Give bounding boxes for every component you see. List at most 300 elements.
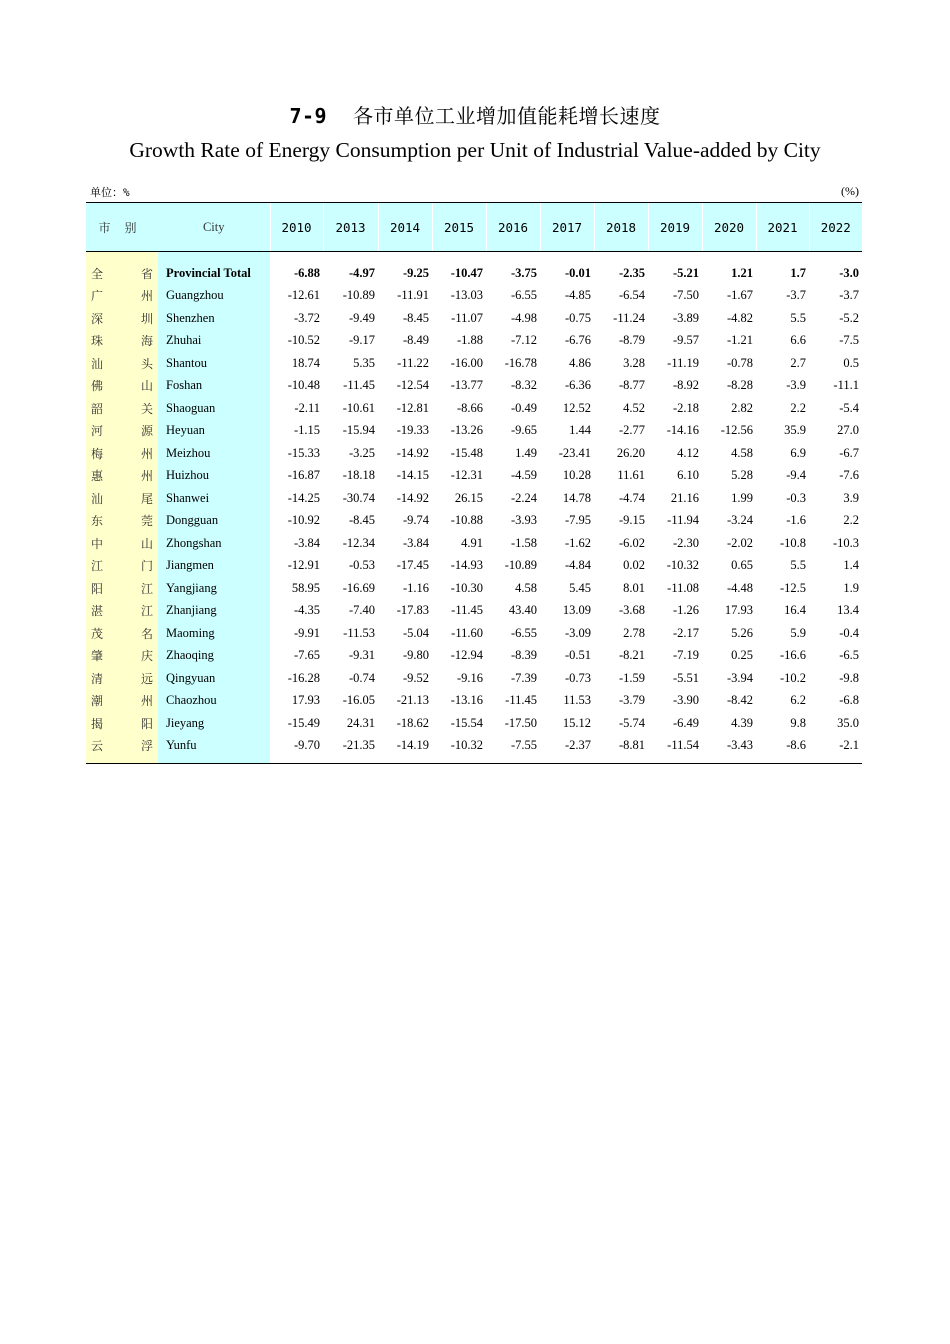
table-row [86, 735, 862, 758]
city-cn-char-1: 深 [91, 311, 104, 326]
value-cell: -10.3 [832, 535, 859, 550]
value-cell: -13.26 [450, 423, 483, 438]
city-cn-char-2: 远 [140, 671, 153, 686]
value-cell: 16.4 [784, 603, 806, 618]
value-cell: -7.5 [839, 333, 859, 348]
value-cell: -13.16 [450, 693, 483, 708]
value-cell: 8.01 [623, 580, 645, 595]
table-header-row [86, 203, 862, 252]
value-cell: -12.91 [287, 558, 320, 573]
city-cn-char-1: 韶 [91, 401, 104, 416]
value-cell: -17.83 [396, 603, 429, 618]
value-cell: 35.9 [784, 423, 806, 438]
value-cell: -11.08 [667, 580, 699, 595]
value-cell: 13.09 [562, 603, 591, 618]
city-name-cn [86, 487, 158, 510]
value-cell: -11.54 [667, 738, 699, 753]
value-cell: -3.75 [510, 265, 537, 280]
value-cell: -4.74 [618, 490, 645, 505]
value-cell: 5.35 [353, 355, 375, 370]
value-cell: 4.58 [731, 445, 753, 460]
value-cell: -11.45 [505, 693, 537, 708]
value-cell: -3.43 [726, 738, 753, 753]
table-bottom-rule [86, 757, 862, 764]
value-cell: -8.79 [618, 333, 645, 348]
table-row [86, 600, 862, 623]
value-cell: -7.12 [510, 333, 537, 348]
value-cell: -10.88 [450, 513, 483, 528]
city-name-cn [86, 555, 158, 578]
city-cn-char-1: 珠 [91, 334, 104, 349]
value-cell: 2.2 [843, 513, 859, 528]
value-cell: -7.65 [293, 648, 320, 663]
value-cell: -6.49 [672, 715, 699, 730]
value-cell: -6.54 [618, 288, 645, 303]
value-cell: -11.60 [451, 625, 483, 640]
value-cell: 43.40 [508, 603, 537, 618]
value-cell: -10.47 [450, 265, 483, 280]
value-cell: -6.8 [839, 693, 859, 708]
city-name-cn [86, 375, 158, 398]
value-cell: -11.07 [451, 310, 483, 325]
value-cell: 4.86 [569, 355, 591, 370]
city-name-en: Zhongshan [158, 532, 270, 555]
city-cn-char-2: 州 [140, 289, 153, 304]
value-cell: -13.77 [450, 378, 483, 393]
value-cell: -9.65 [510, 423, 537, 438]
value-cell: -16.00 [450, 355, 483, 370]
value-cell: -3.79 [618, 693, 645, 708]
city-name-cn [86, 285, 158, 308]
value-cell: 2.2 [790, 400, 806, 415]
value-cell: -6.55 [510, 288, 537, 303]
value-cell: -3.93 [510, 513, 537, 528]
table-row [86, 465, 862, 488]
city-name-cn [86, 420, 158, 443]
value-cell: -9.16 [456, 670, 483, 685]
value-cell: 17.93 [291, 693, 320, 708]
table-row [86, 420, 862, 443]
value-cell: -3.84 [293, 535, 320, 550]
value-cell: 14.78 [562, 490, 591, 505]
value-cell: -1.59 [618, 670, 645, 685]
city-cn-char-1: 湛 [91, 604, 104, 619]
value-cell: -3.94 [726, 670, 753, 685]
table-body [86, 252, 862, 764]
value-cell: -8.81 [618, 738, 645, 753]
spacer-row [86, 252, 862, 263]
value-cell: -4.84 [564, 558, 591, 573]
city-name-en: Provincial Total [158, 262, 270, 285]
value-cell: -17.50 [504, 715, 537, 730]
city-name-en: Zhuhai [158, 330, 270, 353]
value-cell: 1.9 [843, 580, 859, 595]
value-cell: -6.55 [510, 625, 537, 640]
city-cn-char-2: 浮 [140, 739, 153, 754]
city-cn-char-1: 梅 [91, 446, 104, 461]
header-year: 2015 [432, 203, 486, 252]
value-cell: -5.2 [839, 310, 859, 325]
value-cell: -2.11 [294, 400, 320, 415]
value-cell: 3.28 [623, 355, 645, 370]
value-cell: -15.49 [287, 715, 320, 730]
header-year: 2021 [756, 203, 809, 252]
value-cell: 5.5 [790, 310, 806, 325]
value-cell: -1.6 [786, 513, 806, 528]
value-cell: -9.15 [618, 513, 645, 528]
value-cell: -2.37 [564, 738, 591, 753]
value-cell: -3.24 [726, 513, 753, 528]
value-cell: -6.36 [564, 378, 591, 393]
value-cell: 2.82 [731, 400, 753, 415]
city-name-en: Chaozhou [158, 690, 270, 713]
value-cell: -7.40 [348, 603, 375, 618]
value-cell: 35.0 [837, 715, 859, 730]
value-cell: -14.19 [396, 738, 429, 753]
value-cell: 6.6 [790, 333, 806, 348]
value-cell: -10.32 [666, 558, 699, 573]
city-cn-char-1: 全 [91, 266, 104, 281]
city-cn-char-1: 阳 [91, 581, 104, 596]
value-cell: -8.77 [618, 378, 645, 393]
value-cell: -4.48 [726, 580, 753, 595]
value-cell: 5.28 [731, 468, 753, 483]
value-cell: -7.55 [510, 738, 537, 753]
value-cell: -3.68 [618, 603, 645, 618]
city-name-en: Dongguan [158, 510, 270, 533]
value-cell: -9.52 [402, 670, 429, 685]
value-cell: -0.01 [564, 265, 591, 280]
value-cell: -6.88 [293, 265, 320, 280]
city-cn-char-2: 州 [140, 446, 153, 461]
value-cell: -10.32 [450, 738, 483, 753]
value-cell: 27.0 [837, 423, 859, 438]
value-cell: -16.87 [287, 468, 320, 483]
value-cell: -15.94 [342, 423, 375, 438]
value-cell: -12.5 [779, 580, 806, 595]
value-cell: -0.78 [726, 355, 753, 370]
value-cell: -8.45 [402, 310, 429, 325]
value-cell: -4.97 [348, 265, 375, 280]
city-cn-char-2: 山 [140, 379, 153, 394]
value-cell: -15.33 [287, 445, 320, 460]
value-cell: -2.18 [672, 400, 699, 415]
value-cell: -11.45 [451, 603, 483, 618]
value-cell: -8.42 [726, 693, 753, 708]
city-name-en: Jiangmen [158, 555, 270, 578]
table-row [86, 285, 862, 308]
value-cell: 4.52 [623, 400, 645, 415]
city-cn-char-1: 肇 [91, 649, 104, 664]
table-row [86, 645, 862, 668]
value-cell: 24.31 [346, 715, 375, 730]
value-cell: -7.95 [564, 513, 591, 528]
value-cell: 0.65 [731, 558, 753, 573]
city-cn-char-2: 名 [140, 626, 153, 641]
value-cell: -0.49 [510, 400, 537, 415]
table-row [86, 532, 862, 555]
value-cell: -14.15 [396, 468, 429, 483]
value-cell: -14.16 [666, 423, 699, 438]
value-cell: -10.30 [450, 580, 483, 595]
city-name-cn [86, 330, 158, 353]
value-cell: -1.58 [510, 535, 537, 550]
value-cell: -2.02 [726, 535, 753, 550]
table-row [86, 397, 862, 420]
city-cn-char-1: 广 [91, 289, 104, 304]
city-cn-char-1: 东 [91, 514, 104, 529]
value-cell: -11.22 [397, 355, 429, 370]
value-cell: 13.4 [837, 603, 859, 618]
value-cell: 5.9 [790, 625, 806, 640]
value-cell: -19.33 [396, 423, 429, 438]
value-cell: 4.12 [677, 445, 699, 460]
value-cell: -1.88 [456, 333, 483, 348]
value-cell: 26.20 [616, 445, 645, 460]
city-cn-char-1: 云 [91, 739, 104, 754]
value-cell: -9.17 [348, 333, 375, 348]
value-cell: -9.25 [402, 265, 429, 280]
header-city-cn: 市别 [86, 203, 158, 252]
city-name-cn [86, 645, 158, 668]
table-row [86, 577, 862, 600]
city-cn-char-1: 清 [91, 671, 104, 686]
value-cell: -4.85 [564, 288, 591, 303]
value-cell: -30.74 [342, 490, 375, 505]
value-cell: -3.89 [672, 310, 699, 325]
city-name-en: Foshan [158, 375, 270, 398]
value-cell: -3.7 [839, 288, 859, 303]
city-cn-char-2: 山 [140, 536, 153, 551]
value-cell: -0.4 [839, 625, 859, 640]
value-cell: -11.19 [667, 355, 699, 370]
city-cn-char-2: 州 [140, 469, 153, 484]
value-cell: 12.52 [562, 400, 591, 415]
city-name-cn [86, 735, 158, 758]
value-cell: -0.73 [564, 670, 591, 685]
header-year: 2022 [809, 203, 862, 252]
value-cell: -11.24 [613, 310, 645, 325]
value-cell: -23.41 [558, 445, 591, 460]
city-name-en: Shenzhen [158, 307, 270, 330]
city-name-cn [86, 442, 158, 465]
value-cell: -12.56 [720, 423, 753, 438]
value-cell: 5.5 [790, 558, 806, 573]
value-cell: -1.15 [293, 423, 320, 438]
value-cell: -7.19 [672, 648, 699, 663]
header-year: 2018 [594, 203, 648, 252]
value-cell: -9.80 [402, 648, 429, 663]
value-cell: -10.89 [504, 558, 537, 573]
value-cell: 4.58 [515, 580, 537, 595]
page-title-cn [0, 100, 950, 129]
value-cell: 26.15 [454, 490, 483, 505]
value-cell: 1.49 [515, 445, 537, 460]
value-cell: -11.1 [833, 378, 859, 393]
city-cn-char-2: 阳 [140, 716, 153, 731]
value-cell: 6.2 [790, 693, 806, 708]
page-title-en: Growth Rate of Energy Consumption per Unit of Industrial Value-added by City [129, 138, 821, 162]
city-name-en: Zhanjiang [158, 600, 270, 623]
city-name-cn [86, 577, 158, 600]
city-cn-char-1: 汕 [91, 491, 104, 506]
value-cell: -4.82 [726, 310, 753, 325]
value-cell: 17.93 [724, 603, 753, 618]
value-cell: -3.7 [786, 288, 806, 303]
value-cell: -4.59 [510, 468, 537, 483]
value-cell: -8.21 [618, 648, 645, 663]
city-name-cn [86, 532, 158, 555]
table-row [86, 262, 862, 285]
value-cell: 4.39 [731, 715, 753, 730]
value-cell: -6.02 [618, 535, 645, 550]
city-name-cn [86, 690, 158, 713]
value-cell: -17.45 [396, 558, 429, 573]
value-cell: 11.61 [617, 468, 645, 483]
city-cn-char-1: 惠 [91, 469, 104, 484]
value-cell: -18.62 [396, 715, 429, 730]
value-cell: -5.21 [672, 265, 699, 280]
city-cn-char-2: 海 [140, 334, 153, 349]
city-cn-char-2: 门 [140, 559, 153, 574]
city-name-en: Maoming [158, 622, 270, 645]
value-cell: -16.78 [504, 355, 537, 370]
value-cell: -9.49 [348, 310, 375, 325]
city-name-cn [86, 465, 158, 488]
value-cell: 0.02 [623, 558, 645, 573]
value-cell: -9.4 [786, 468, 806, 483]
value-cell: -15.54 [450, 715, 483, 730]
value-cell: -7.50 [672, 288, 699, 303]
city-name-en: Huizhou [158, 465, 270, 488]
city-name-en: Zhaoqing [158, 645, 270, 668]
value-cell: 6.9 [790, 445, 806, 460]
value-cell: 5.26 [731, 625, 753, 640]
value-cell: -8.66 [456, 400, 483, 415]
city-cn-char-2: 关 [140, 401, 153, 416]
value-cell: -13.03 [450, 288, 483, 303]
value-cell: -3.90 [672, 693, 699, 708]
city-cn-char-2: 尾 [140, 491, 153, 506]
value-cell: -9.91 [293, 625, 320, 640]
value-cell: -0.53 [348, 558, 375, 573]
value-cell: 18.74 [291, 355, 320, 370]
table-row [86, 667, 862, 690]
value-cell: -1.67 [726, 288, 753, 303]
value-cell: -9.31 [348, 648, 375, 663]
city-name-cn [86, 622, 158, 645]
value-cell: -16.28 [287, 670, 320, 685]
value-cell: -3.25 [348, 445, 375, 460]
header-year: 2013 [323, 203, 378, 252]
value-cell: -10.61 [342, 400, 375, 415]
city-cn-char-2: 州 [140, 694, 153, 709]
value-cell: -7.6 [839, 468, 859, 483]
value-cell: -10.8 [779, 535, 806, 550]
value-cell: -0.74 [348, 670, 375, 685]
table-row [86, 352, 862, 375]
value-cell: -16.69 [342, 580, 375, 595]
value-cell: -14.92 [396, 490, 429, 505]
value-cell: -10.52 [287, 333, 320, 348]
value-cell: -0.3 [786, 490, 806, 505]
city-cn-char-1: 佛 [91, 379, 104, 394]
value-cell: -2.77 [618, 423, 645, 438]
city-cn-char-1: 江 [91, 559, 104, 574]
value-cell: -2.24 [510, 490, 537, 505]
value-cell: -1.21 [726, 333, 753, 348]
header-year: 2020 [702, 203, 756, 252]
value-cell: -9.74 [402, 513, 429, 528]
city-name-en: Yangjiang [158, 577, 270, 600]
city-cn-char-1: 中 [91, 536, 104, 551]
value-cell: 15.12 [562, 715, 591, 730]
value-cell: -10.89 [342, 288, 375, 303]
value-cell: -2.30 [672, 535, 699, 550]
city-cn-char-2: 江 [140, 581, 153, 596]
value-cell: 3.9 [843, 490, 859, 505]
value-cell: -12.61 [287, 288, 320, 303]
value-cell: 0.25 [731, 648, 753, 663]
city-name-cn [86, 712, 158, 735]
value-cell: -14.25 [287, 490, 320, 505]
value-cell: -21.35 [342, 738, 375, 753]
value-cell: -5.4 [839, 400, 859, 415]
unit-label-cn: 单位：% [90, 186, 130, 199]
value-cell: -2.17 [672, 625, 699, 640]
city-name-en: Meizhou [158, 442, 270, 465]
value-cell: -16.6 [779, 648, 806, 663]
value-cell: 5.45 [569, 580, 591, 595]
city-name-en: Qingyuan [158, 667, 270, 690]
value-cell: -1.62 [564, 535, 591, 550]
value-cell: -5.04 [402, 625, 429, 640]
value-cell: 2.78 [623, 625, 645, 640]
value-cell: -9.70 [293, 738, 320, 753]
value-cell: -11.53 [343, 625, 375, 640]
value-cell: 58.95 [291, 580, 320, 595]
header-year: 2017 [540, 203, 594, 252]
city-name-en: Yunfu [158, 735, 270, 758]
city-name-cn [86, 397, 158, 420]
value-cell: 1.44 [569, 423, 591, 438]
city-name-cn [86, 352, 158, 375]
header-city-en: City [158, 203, 270, 252]
value-cell: -14.92 [396, 445, 429, 460]
value-cell: -8.39 [510, 648, 537, 663]
value-cell: -8.28 [726, 378, 753, 393]
value-cell: -12.54 [396, 378, 429, 393]
value-cell: -4.98 [510, 310, 537, 325]
table-row [86, 622, 862, 645]
value-cell: 10.28 [562, 468, 591, 483]
value-cell: -7.39 [510, 670, 537, 685]
value-cell: -8.32 [510, 378, 537, 393]
value-cell: -11.91 [397, 288, 429, 303]
value-cell: -3.72 [293, 310, 320, 325]
value-cell: 1.21 [731, 265, 753, 280]
value-cell: -11.94 [667, 513, 699, 528]
city-cn-char-2: 庆 [140, 649, 153, 664]
value-cell: -12.31 [450, 468, 483, 483]
city-cn-char-1: 汕 [91, 356, 104, 371]
value-cell: -1.16 [402, 580, 429, 595]
value-cell: -10.92 [287, 513, 320, 528]
value-cell: 21.16 [670, 490, 699, 505]
value-cell: -8.45 [348, 513, 375, 528]
city-name-en: Jieyang [158, 712, 270, 735]
value-cell: -8.6 [786, 738, 806, 753]
